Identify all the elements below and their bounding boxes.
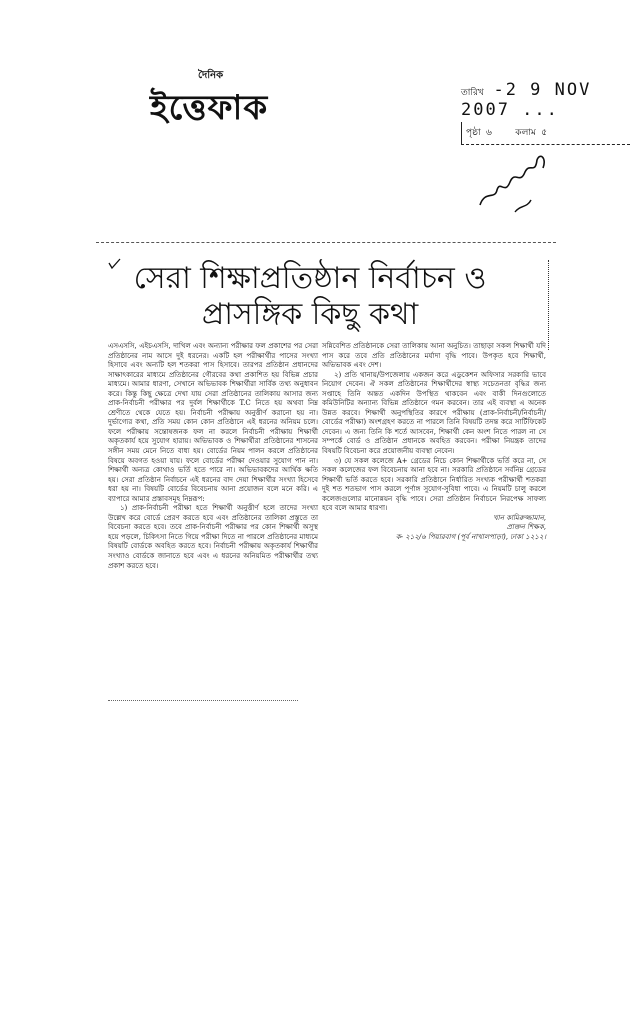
paragraph: ১) প্রাক-নির্বাচনী পরীক্ষা হতে শিক্ষার্থী অনুত্তীর্ণ হলে তাদের সংখ্যা উল্লেখ করে বোর্ডে প্রেরণ করতে হবে এবং প্রতিষ্ঠানের তালিকা প্রস্তুতে তা বিবেচনা করতে হবে। তবে প্রাক-নির্বাচনী পরীক্ষার পর কোন শিক্ষার্থী অসুস্থ হয়ে পড়লে, চিকিৎসা নিতে গিয়ে পরীক্ষা দিতে না পারলে প্রতিষ্ঠানের মাধ্যমে বিষয়টি বোর্ডকে অবহিত করতে হবে। নির্বাচনী পরীক্ষায় অকৃতকার্য শিক্ষার্থীর সংখ্যাও বোর্ডকে জানাতে হবে এবং এ ধরনের অনিয়মিত পরীক্ষার্থীর তথ্য প্রকাশ করতে হবে। xyxy=(108,504,318,570)
article-left-column xyxy=(108,342,318,571)
author-title: প্রাক্তন শিক্ষক, xyxy=(506,523,546,532)
stamp-page-row xyxy=(461,122,630,145)
article-title-line1: সেরা শিক্ষাপ্রতিষ্ঠান নির্বাচন ও xyxy=(133,261,487,296)
article-right-column xyxy=(322,342,546,542)
stamp-page: পৃষ্ঠা ৬ xyxy=(466,128,492,138)
handwritten-signature-icon xyxy=(475,150,555,220)
newspaper-logo: ইত্তেফাক xyxy=(150,88,269,128)
author-address: ক- ২১২/৬ পিয়ারবাগ (পূর্ব নাখালপাড়া), ঢাকা ১২১২। xyxy=(395,532,546,541)
masthead-prefix: দৈনিক xyxy=(198,70,224,81)
divider xyxy=(108,700,298,701)
article-title-line2: প্রাসঙ্গিক কিছু কথা xyxy=(201,297,419,332)
check-mark-icon xyxy=(108,258,122,270)
stamp-date: -2 9 NOV 2007 ... xyxy=(461,80,592,120)
divider xyxy=(96,242,556,243)
stamp-date-label: তারিখ xyxy=(461,88,484,98)
paragraph: ৩) যে সকল কলেজে A+ গ্রেডের নিচে কোন শিক্ষার্থীকে ভর্তি করে না, সে সকল কলেজের ফল বিবেচনায় আনা হবে না। সরকারি প্রতিষ্ঠানে সর্বনিম্ন গ্রেডের শিক্ষার্থী ভর্তি করতে হবে। সরকারি প্রতিষ্ঠানে নির্ধারিত সংখ্যক পরীক্ষার্থী শতকরা দুই শত শতভাগ পাস করলে পূর্ণাঙ্গ সুযোগ-সুবিধা পাবে। এ নিয়মটি চালু করলে কলেজগুলোর মানোন্নয়ন বৃদ্ধি পাবে। সেরা প্রতিষ্ঠান নির্বাচনে নিরপেক্ষ সাফল্য হবে বলে আমার ধারণা। xyxy=(322,456,546,513)
paragraph: ২) প্রতি থানায়/উপজেলায় একজন করে এডুকেশন অফিসার সরকারি ভাবে নিয়োগ দেবেন। ঐ সকল প্রতিষ্ঠানের শিক্ষার্থীদের স্বাস্থ্য সচেতনতা বৃদ্ধির জন্য সপ্তাহে তিনি অন্তত একদিন উপস্থিত থাকবেন এবং বাকী দিনগুলোতে কমিউনিটির অন্যান্য বিভিন্ন প্রতিষ্ঠানে গমন করবেন। তার এই ব্যবস্থা এ অনেক উন্নত করবে। শিক্ষার্থী অনুপস্থিতির কারণে পরীক্ষায় (প্রাক-নির্বাচনী/নির্বাচনী/বোর্ডের পরীক্ষা) অংশগ্রহণ করতে না পারলে তিনি বিষয়টি তদন্ত করে সার্টিফিকেট দেবেন। এ জন্য তিনি কি শর্তে আসবেন, শিক্ষার্থী কেন অংশ নিতে পারল না সে সম্পর্কে বোর্ড ও প্রতিষ্ঠান প্রধানকে অবহিত করবেন। পরীক্ষা নিয়ন্ত্রক তাদের বিষয়টি বিবেচনা করে প্রয়োজনীয় ব্যবস্থা নেবেন। xyxy=(322,370,546,456)
stamp-column: কলাম ৫ xyxy=(515,128,548,138)
author-name: খান কামিরুজ্জামান, xyxy=(493,513,546,522)
paragraph: এসএসসি, এইচএসসি, দাখিল এবং অন্যান্য পরীক্ষার ফল প্রকাশের পর সেরা প্রতিষ্ঠানের নাম আসে দুই ধরনের। একটি হল পরীক্ষার্থীর পাসের সংখ্যা হিসাবে এবং অন্যটি হল শতকরা পাস হিসাবে। তারপর প্রতিষ্ঠান প্রধানদের সাক্ষাৎকারের মাধ্যমে প্রতিষ্ঠানের গৌরবের কথা প্রকাশিত হয় বিভিন্ন প্রচার মাধ্যমে। আমার ধারণা, সেখানে অভিভাবক শিক্ষার্থীরা সার্বিক তথ্য অনুধাবন করে। কিন্তু কিছু ক্ষেত্রে দেখা যায় সেরা প্রতিষ্ঠানের তালিকায় আসার জন্য প্রাক-নির্বাচনী পরীক্ষার পর দুর্বল শিক্ষার্থীকে T.C নিতে হয় অথবা নিম্ন শ্রেণীতে থেকে যেতে হয়। নির্বাচনী পরীক্ষায় অনুত্তীর্ণ করানো হয় না। দুর্ভাগ্যের কথা, প্রতি সময় কোন কোন প্রতিষ্ঠানে এই ধরনের অনিয়ম চলে। ফলে পরীক্ষায় সন্তোষজনক ফল না করলে নির্বাচনী পরীক্ষায় শিক্ষার্থী অকৃতকার্য হয়ে সুযোগ হারায়। অভিভাবক ও শিক্ষার্থীরা প্রতিষ্ঠানের শাসনের সঙ্গীন সময় মেনে নিতে বাধ্য হয়। বোর্ডের নিয়ম পালন করলে প্রতিষ্ঠানের বিষয়ে অবগত হওয়া যায়। ফলে বোর্ডের পরীক্ষা দেওয়ার সুযোগ পান না। শিক্ষার্থী অন্যত্র কোথাও ভর্তি হতে পারে না। অভিভাবকদের আর্থিক ক্ষতি হয়। সেরা প্রতিষ্ঠান নির্বাচনে এই ধরনের বাদ দেয়া শিক্ষার্থীর সংখ্যা হিসেবে ধরা হয় না। বিষয়টি বোর্ডের বিবেচনায় আনা প্রয়োজন বলে মনে করি। এ ব্যাপারে আমার প্রস্তাবসমূহ নিম্নরূপ: xyxy=(108,342,318,503)
divider xyxy=(548,260,549,350)
stamp-date-row xyxy=(461,80,641,120)
clipping-stamp xyxy=(461,80,641,145)
paragraph: সন্নিবেশিত প্রতিষ্ঠানকে সেরা তালিকায় আনা অনুচিত। তাছাড়া সকল শিক্ষার্থী যদি পাস করে তবে প্রতি প্রতিষ্ঠানের মর্যাদা বৃদ্ধি পাবে। উপকৃত হবে শিক্ষার্থী, অভিভাবক এবং দেশ। xyxy=(322,342,546,370)
